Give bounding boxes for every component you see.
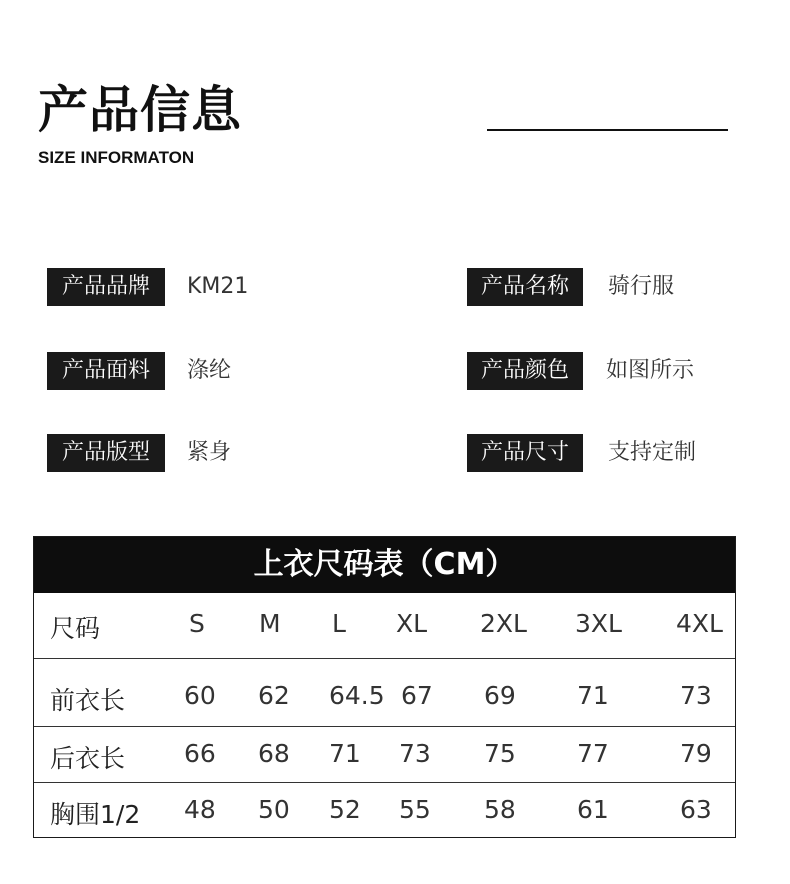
table-cell: 52 [329, 795, 361, 824]
column-header-m: M [259, 609, 281, 638]
table-cell: 73 [399, 739, 431, 768]
table-cell: 71 [329, 739, 361, 768]
table-cell: 61 [577, 795, 609, 824]
column-header-2xl: 2XL [480, 609, 527, 638]
info-value-size: 支持定制 [608, 440, 697, 465]
info-label-fit: 产品版型 [47, 434, 165, 472]
info-value-name: 骑行服 [608, 274, 675, 299]
table-cell: 60 [184, 681, 216, 710]
info-value-fabric: 涤纶 [187, 358, 232, 383]
row-label: 前衣长 [50, 686, 126, 715]
column-header-xl: XL [396, 609, 428, 638]
page-subtitle: SIZE INFORMATON [38, 148, 195, 167]
title-divider [487, 129, 728, 131]
column-header-s: S [189, 609, 205, 638]
table-cell: 69 [484, 681, 516, 710]
row-label: 胸围1/2 [50, 800, 141, 829]
table-row [34, 659, 735, 726]
info-value-fit: 紧身 [187, 440, 232, 465]
info-label-color: 产品颜色 [467, 352, 583, 390]
info-label-name: 产品名称 [467, 268, 583, 306]
table-cell: 67 [401, 681, 433, 710]
info-value-brand: KM21 [187, 274, 249, 299]
info-label-size: 产品尺寸 [467, 434, 583, 472]
size-table-title: 上衣尺码表（CM） [34, 537, 735, 593]
column-header-size: 尺码 [50, 614, 101, 643]
table-cell: 55 [399, 795, 431, 824]
column-header-3xl: 3XL [575, 609, 622, 638]
table-header-row [34, 593, 735, 658]
table-cell: 64.5 [329, 681, 385, 710]
table-row [34, 727, 735, 782]
table-cell: 63 [680, 795, 712, 824]
page-title: 产品信息 [38, 81, 242, 139]
table-cell: 75 [484, 739, 516, 768]
table-cell: 77 [577, 739, 609, 768]
table-cell: 58 [484, 795, 516, 824]
size-table [33, 536, 736, 838]
table-cell: 48 [184, 795, 216, 824]
table-cell: 68 [258, 739, 290, 768]
column-header-l: L [332, 609, 346, 638]
info-value-color: 如图所示 [606, 358, 695, 383]
info-label-brand: 产品品牌 [47, 268, 165, 306]
table-row [34, 783, 735, 837]
column-header-4xl: 4XL [676, 609, 723, 638]
table-cell: 73 [680, 681, 712, 710]
table-cell: 66 [184, 739, 216, 768]
info-label-fabric: 产品面料 [47, 352, 165, 390]
row-label: 后衣长 [50, 744, 126, 773]
table-cell: 50 [258, 795, 290, 824]
table-cell: 62 [258, 681, 290, 710]
table-cell: 79 [680, 739, 712, 768]
table-cell: 71 [577, 681, 609, 710]
